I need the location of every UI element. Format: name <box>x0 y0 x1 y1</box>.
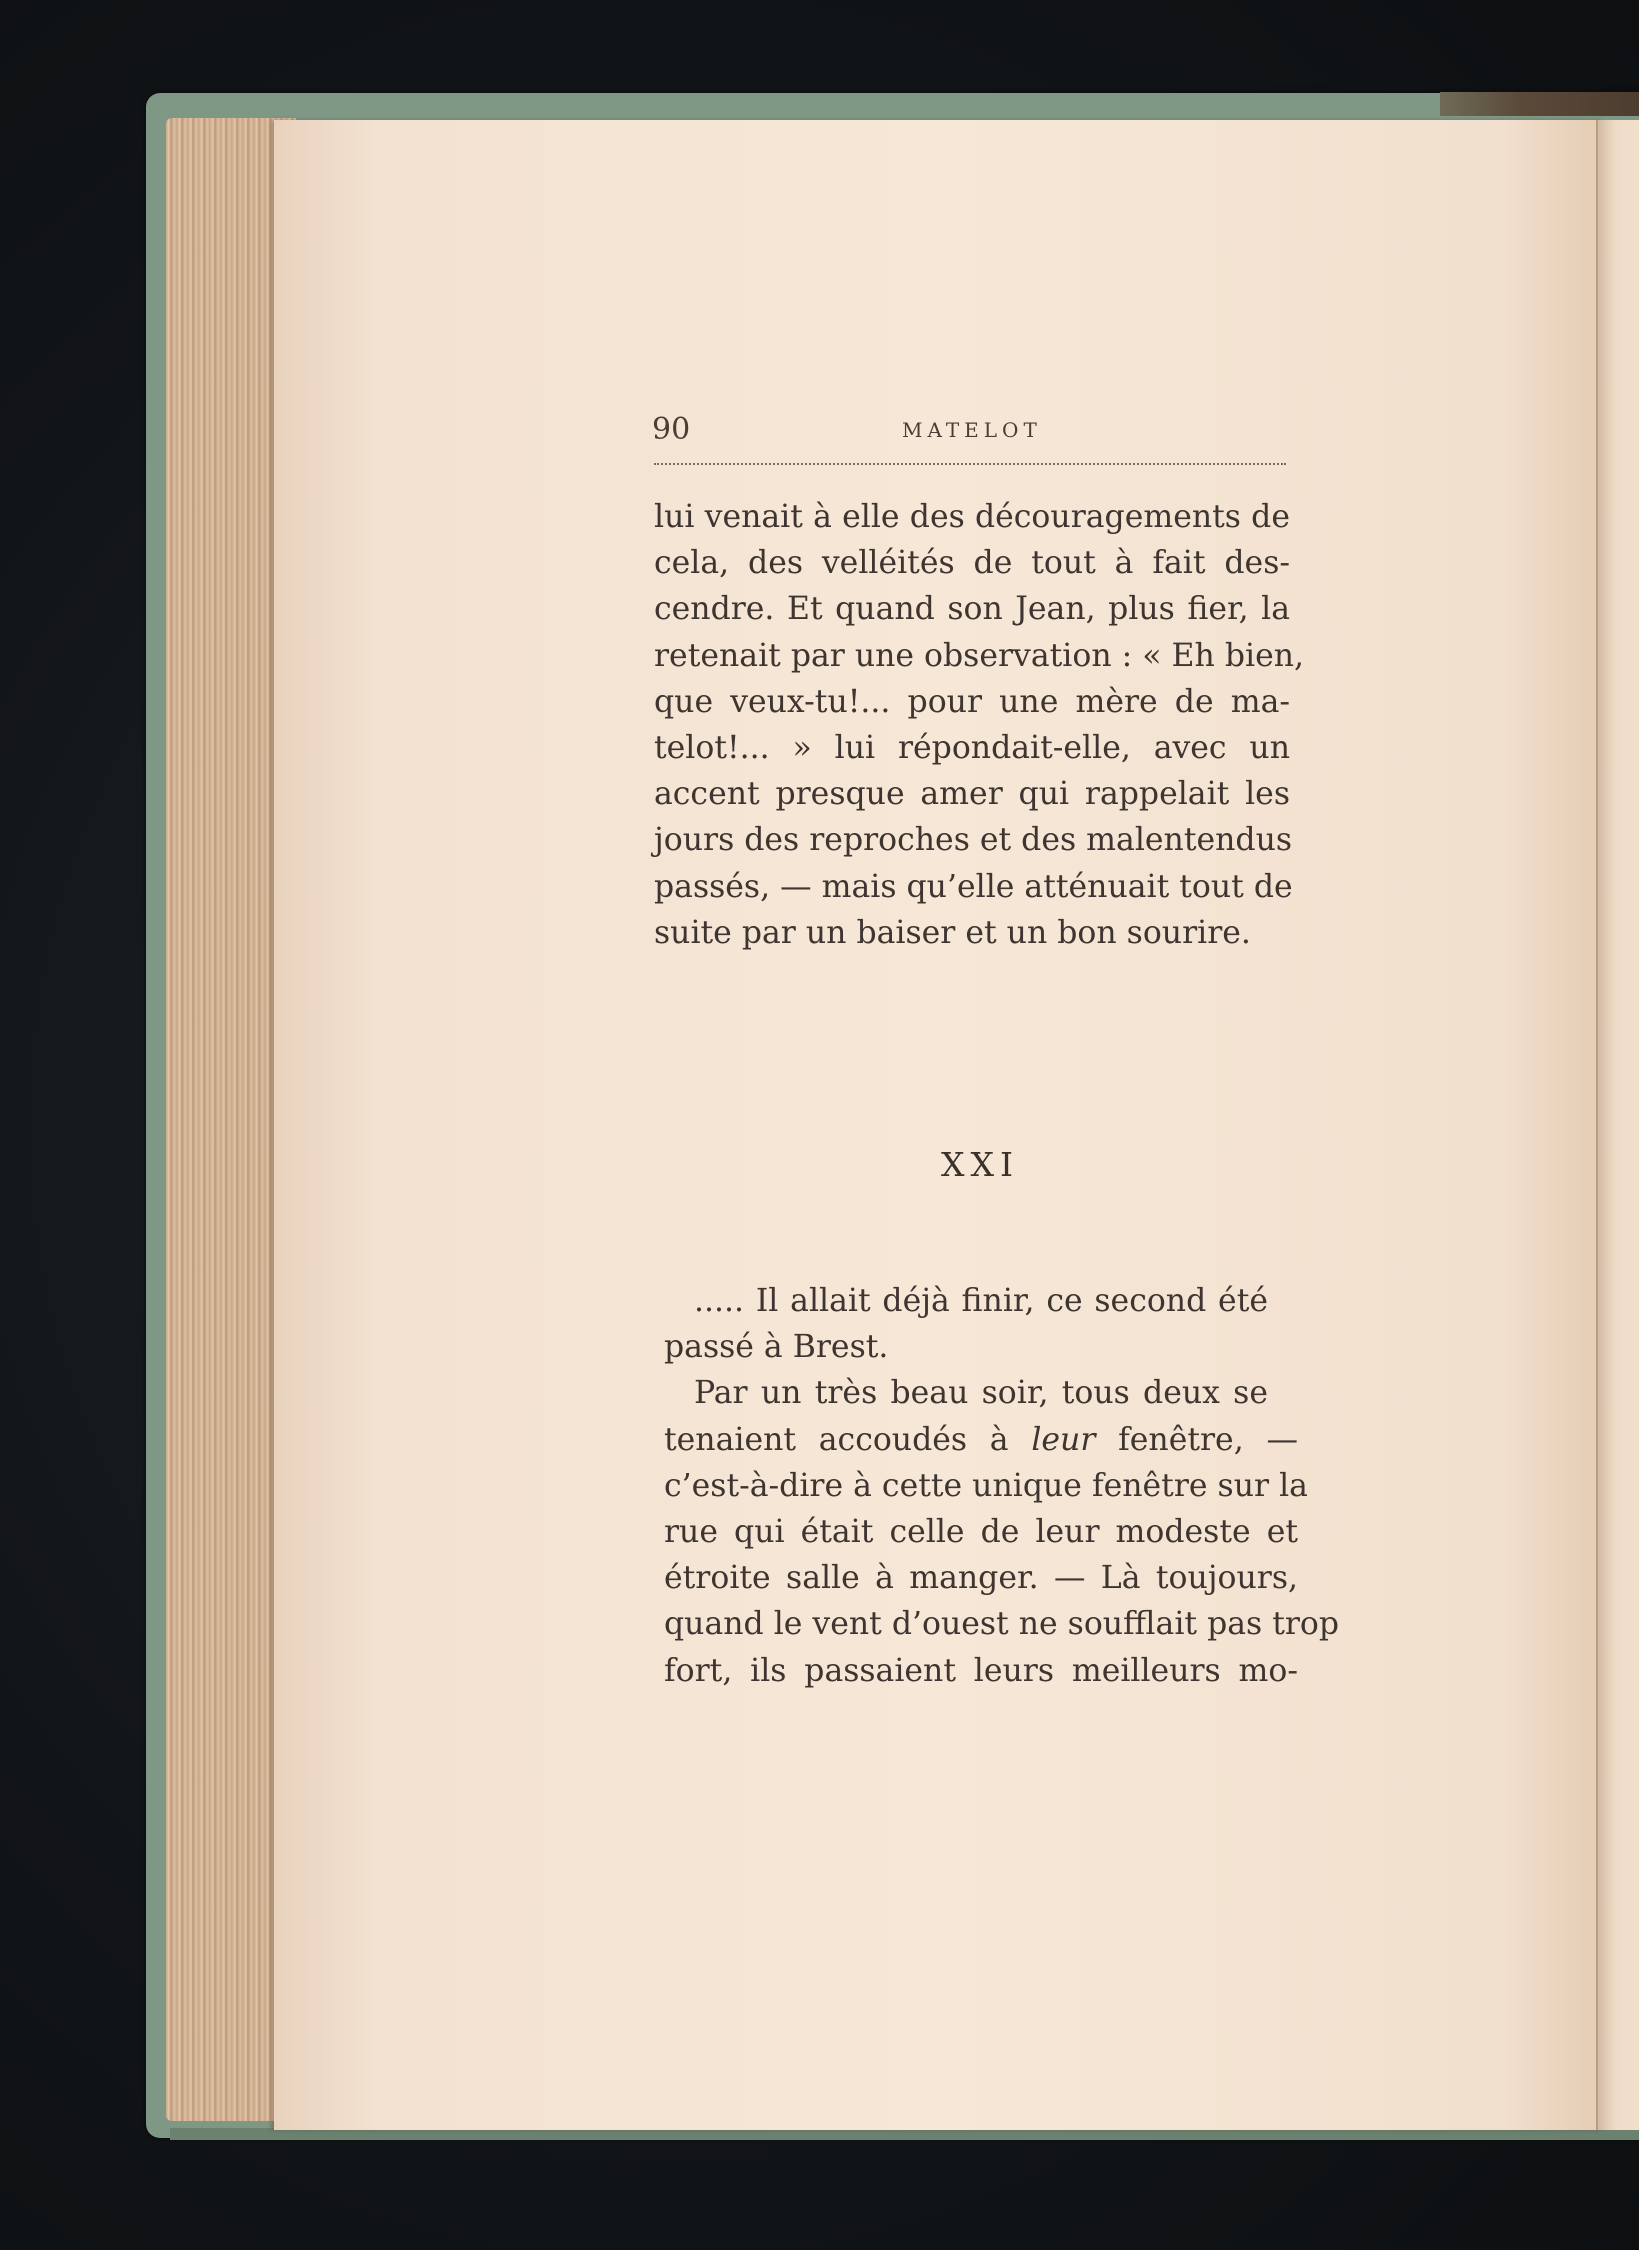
text-line: ..... Il allait déjà finir, ce second été <box>694 1283 1268 1319</box>
text-line: rue qui était celle de leur modeste et <box>664 1514 1298 1551</box>
word: tenaient <box>664 1421 797 1458</box>
page-number: 90 <box>652 412 691 447</box>
text-line: Par un très beau soir, tous deux se <box>694 1375 1268 1412</box>
text-line: suite par un baiser et un bon sourire. <box>654 914 1251 951</box>
text-line: lui venait à elle des découragements de <box>654 499 1290 535</box>
text-line: c’est-à-dire à cette unique fenêtre sur la <box>664 1467 1308 1504</box>
paragraph-1 <box>654 494 1305 956</box>
chapter-heading: XXI <box>940 1145 1020 1184</box>
italic-word: leur <box>1031 1421 1096 1458</box>
word: fenêtre, <box>1118 1421 1244 1458</box>
text-line: étroite salle à manger. — Là toujours, <box>664 1560 1298 1597</box>
facing-page-edge <box>1596 120 1639 2130</box>
text-line: accent presque amer qui rappelait les <box>654 776 1290 813</box>
text-line: que veux-tu!... pour une mère de ma- <box>654 683 1290 720</box>
running-title: MATELOT <box>902 418 1042 442</box>
text-line: retenait par une observation : « Eh bien, <box>654 637 1305 674</box>
word: accoudés <box>818 1421 968 1458</box>
text-line: quand le vent d’ouest ne soufflait pas trop <box>664 1606 1340 1643</box>
text-line: fort, ils passaient leurs meilleurs mo- <box>664 1652 1298 1689</box>
dotted-rule <box>654 463 1286 465</box>
word: — <box>1266 1421 1298 1458</box>
worn-spine-edge <box>1440 92 1639 116</box>
text-line: passé à Brest. <box>664 1329 889 1366</box>
text-line: jours des reproches et des malentendus <box>654 822 1293 859</box>
text-line: passés, — mais qu’elle atténuait tout de <box>654 868 1293 905</box>
text-line: telot!... » lui répondait-elle, avec un <box>654 730 1290 767</box>
text-line: cendre. Et quand son Jean, plus fier, la <box>654 591 1290 628</box>
chapter-body <box>664 1278 1340 1694</box>
text-line-with-italic <box>664 1417 1298 1463</box>
running-head <box>652 412 1286 452</box>
text-line: cela, des velléités de tout à fait des- <box>654 545 1290 582</box>
word: à <box>989 1421 1009 1458</box>
